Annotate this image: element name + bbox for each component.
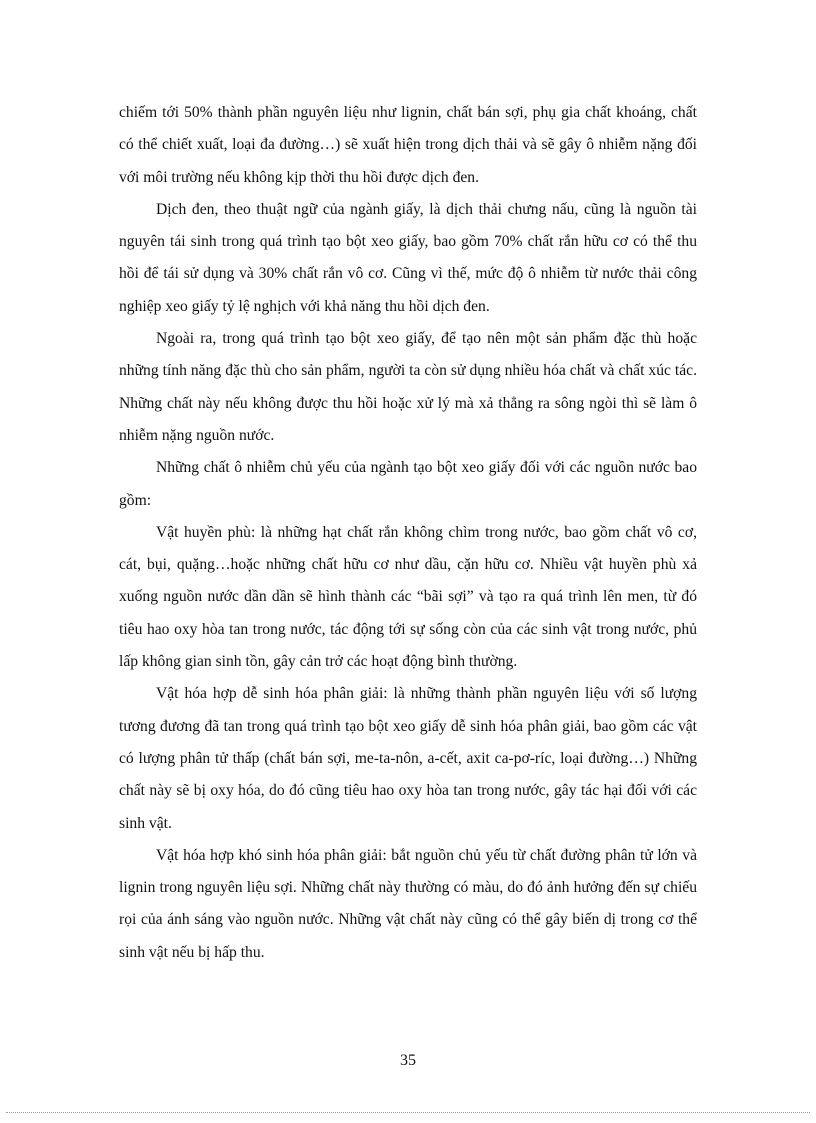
paragraph-suspended-solids: Vật huyền phù: là những hạt chất rắn không chìm trong nước, bao gồm chất vô cơ, cát, bụi, quặng…hoặc những chất hữu cơ như dầu, cặn hữu cơ. Nhiều vật huyền phù xả xuống nguồn nước dần dần sẽ hình thành các “bãi sợi” và tạo ra quá trình lên men, từ đó tiêu hao oxy hòa tan trong nước, tác động tới sự sống còn của các sinh vật trong nước, phủ lấp không gian sinh tồn, gây cản trở các hoạt động bình thường. xyxy=(119,523,697,671)
paragraph-black-liquor: Dịch đen, theo thuật ngữ của ngành giấy, là dịch thải chưng nấu, cũng là nguồn tài nguyên tái sinh trong quá trình tạo bột xeo giấy, bao gồm 70% chất rắn hữu cơ có thể thu hồi để tái sử dụng và 30% chất rắn vô cơ. Cũng vì thế, mức độ ô nhiễm từ nước thải công nghiệp xeo giấy tỷ lệ nghịch với khả năng thu hồi dịch đen. xyxy=(119,200,697,315)
page-bottom-rule xyxy=(6,1112,810,1113)
paragraph-biodegradable-compounds: Vật hóa hợp dễ sinh hóa phân giải: là những thành phần nguyên liệu với số lượng tương đương đã tan trong quá trình tạo bột xeo giấy dễ sinh hóa phân giải, bao gồm các vật có lượng phân tử thấp (chất bán sợi, me-ta-nôn, a-cết, axit ca-pơ-ríc, loại đường…) Những chất này sẽ bị oxy hóa, do đó cũng tiêu hao oxy hòa tan trong nước, gây tác hại đối với các sinh vật. xyxy=(119,685,697,832)
document-body xyxy=(119,97,697,969)
paragraph-non-biodegradable-compounds: Vật hóa hợp khó sinh hóa phân giải: bắt nguồn chủ yếu từ chất đường phân tử lớn và lignin trong nguyên liệu sợi. Những chất này thường có màu, do đó ảnh hưởng đến sự chiếu rọi của ánh sáng vào nguồn nước. Những vật chất này cũng có thể gây biến dị trong cơ thể sinh vật nếu bị hấp thu. xyxy=(119,846,697,961)
page-number: 35 xyxy=(400,1052,416,1069)
paragraph-pollutants-intro: Những chất ô nhiễm chủ yếu của ngành tạo bột xeo giấy đối với các nguồn nước bao gồm: xyxy=(119,459,697,509)
paragraph-chemicals: Ngoài ra, trong quá trình tạo bột xeo giấy, để tạo nên một sản phẩm đặc thù hoặc những tính năng đặc thù cho sản phẩm, người ta còn sử dụng nhiều hóa chất và chất xúc tác. Những chất này nếu không được thu hồi hoặc xử lý mà xả thẳng ra sông ngòi thì sẽ làm ô nhiễm nặng nguồn nước. xyxy=(119,330,697,444)
paragraph-continuation: chiếm tới 50% thành phần nguyên liệu như lignin, chất bán sợi, phụ gia chất khoáng, chất có thể chiết xuất, loại đa đường…) sẽ xuất hiện trong dịch thải và sẽ gây ô nhiễm nặng đối với môi trường nếu không kịp thời thu hồi được dịch đen. xyxy=(119,104,697,186)
